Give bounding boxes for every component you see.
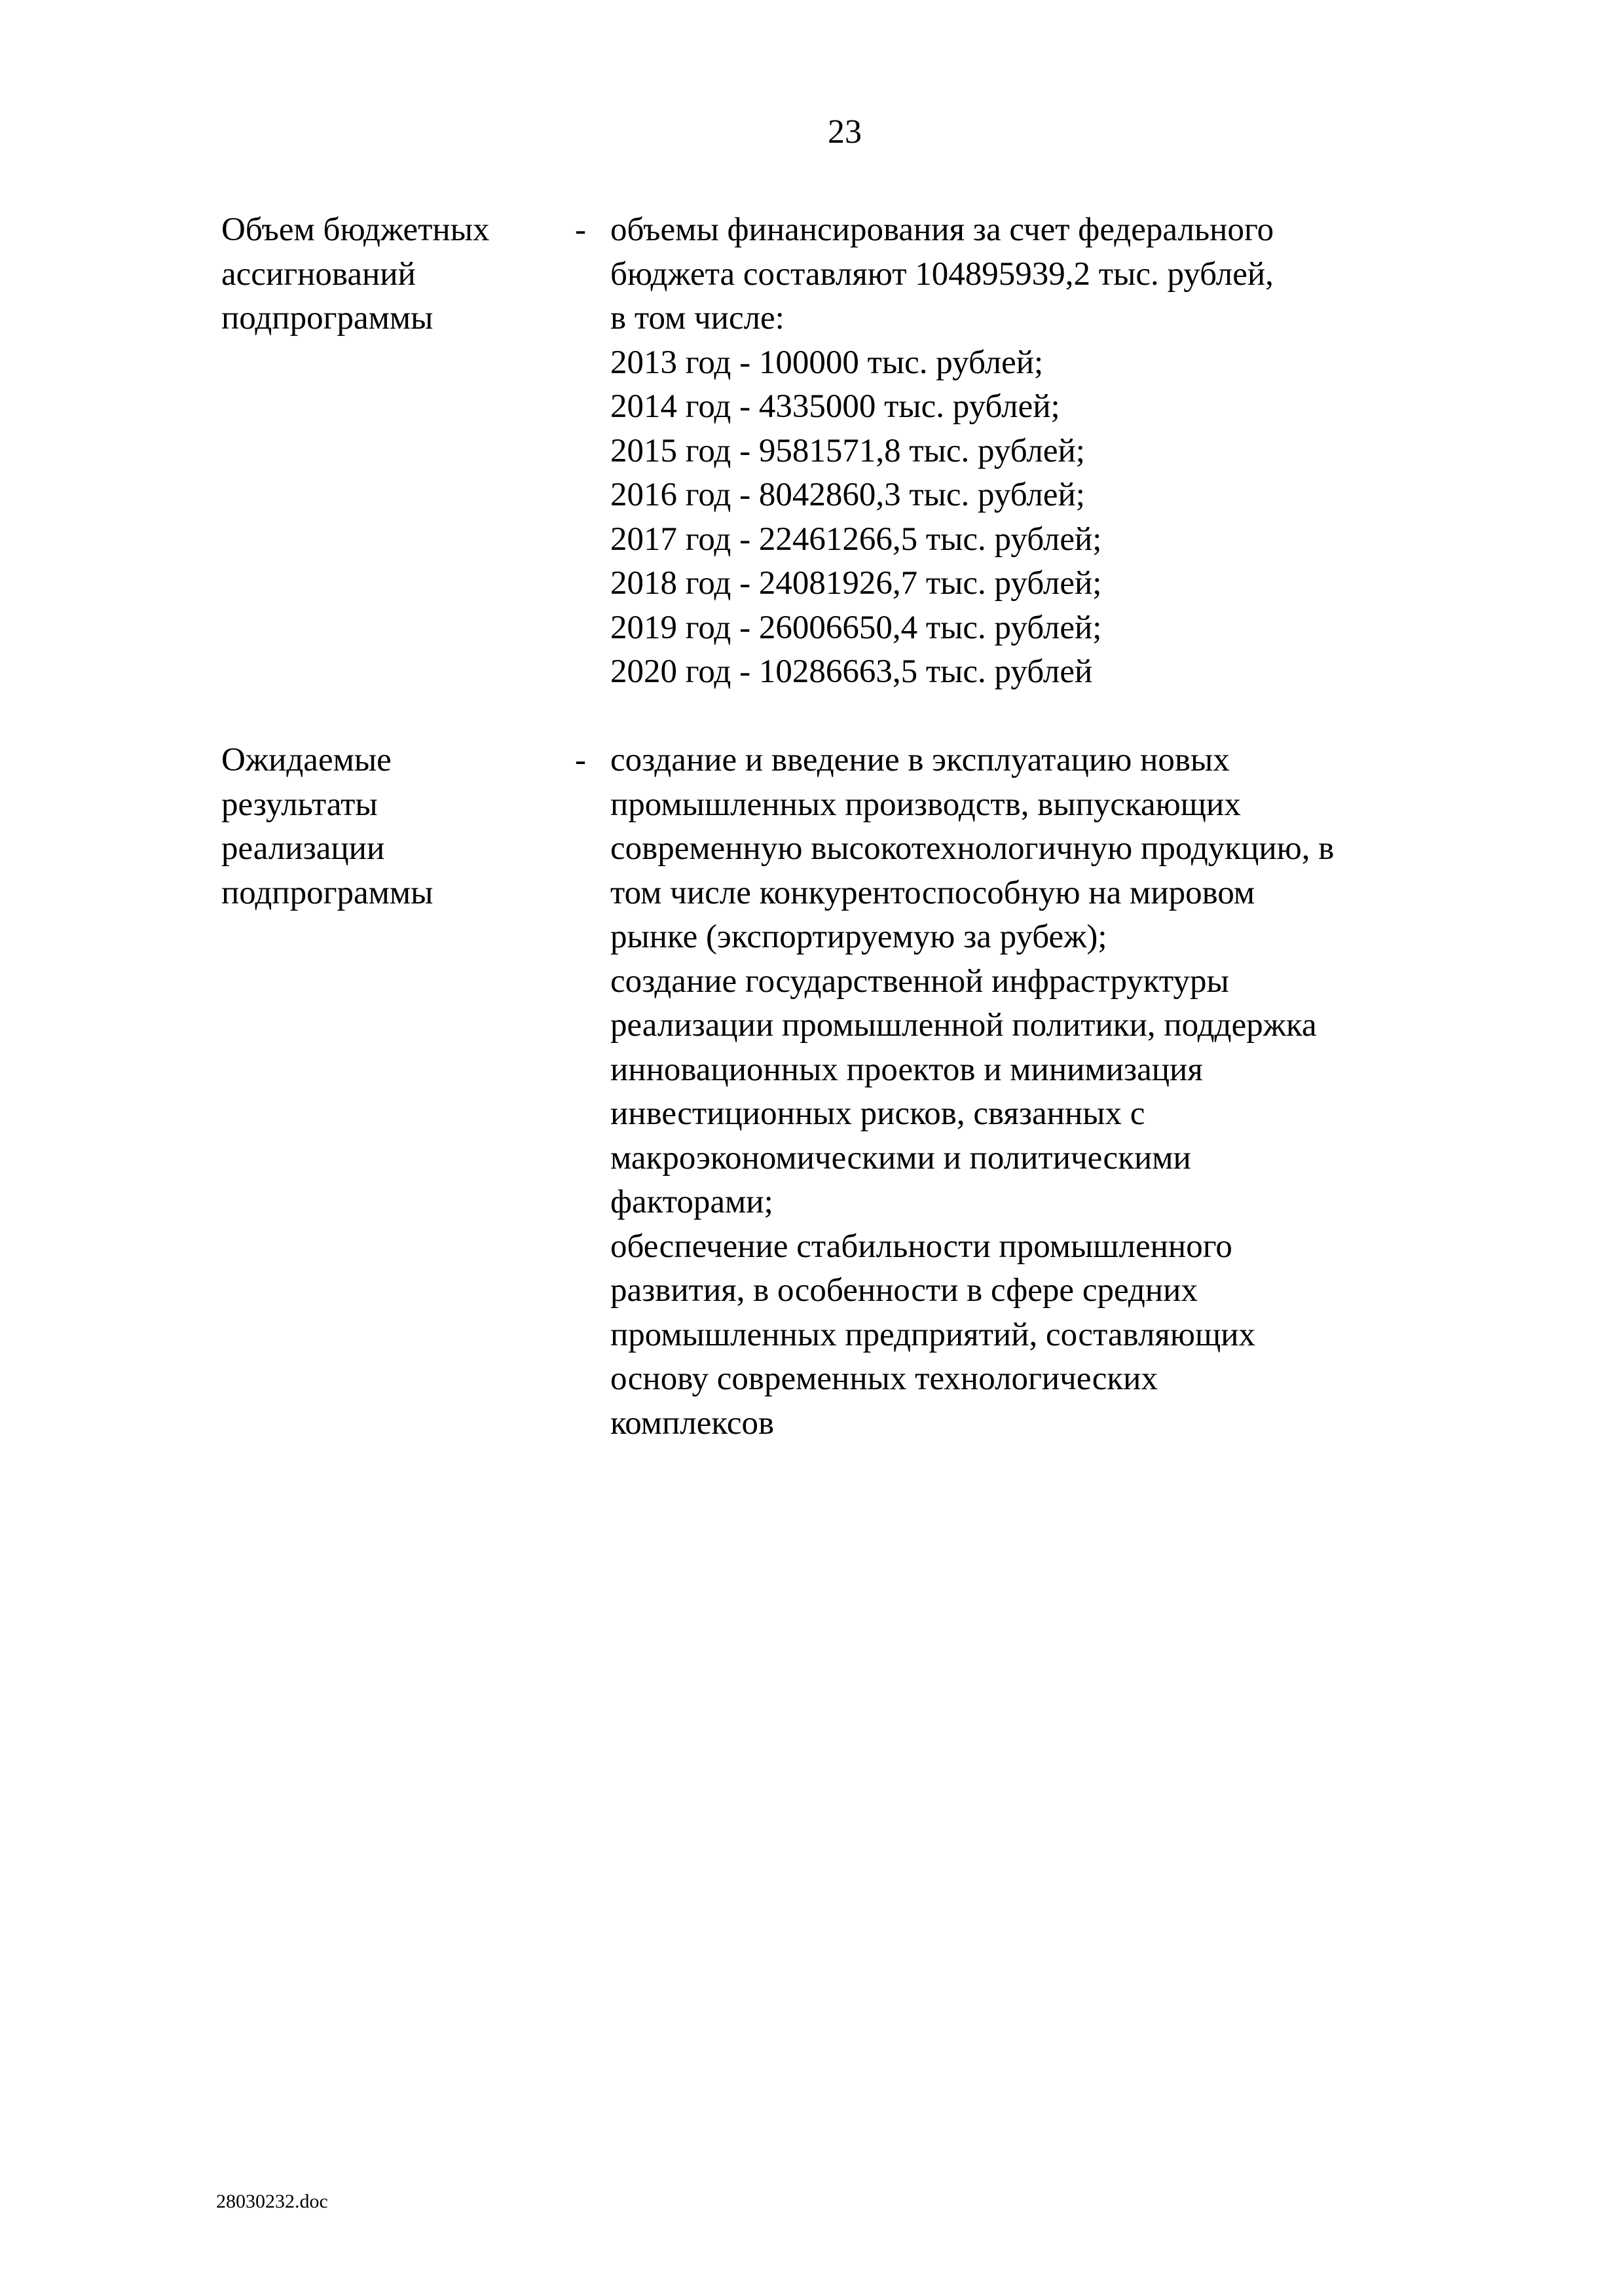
row-dash: - (575, 742, 586, 778)
value-line: макроэкономическими и политическими (610, 1139, 1191, 1176)
funding-year-line: 2015 год - 9581571,8 тыс. рублей; (610, 432, 1085, 469)
funding-year-line: 2020 год - 10286663,5 тыс. рублей (610, 653, 1093, 690)
row-label-line: Ожидаемые (221, 742, 392, 778)
value-line: обеспечение стабильности промышленного (610, 1228, 1232, 1265)
funding-year-line: 2018 год - 24081926,7 тыс. рублей; (610, 565, 1102, 602)
page-number: 23 (828, 113, 862, 151)
value-line: развития, в особенности в сфере средних (610, 1272, 1198, 1309)
row-label-line: Объем бюджетных (221, 211, 490, 248)
value-line: реализации промышленной политики, поддержка (610, 1007, 1317, 1044)
value-line: инвестиционных рисков, связанных с (610, 1095, 1145, 1132)
value-line: рынке (экспортируемую за рубеж); (610, 919, 1107, 955)
row-label-line: реализации (221, 830, 385, 867)
value-line: бюджета составляют 104895939,2 тыс. рублей, (610, 255, 1274, 293)
value-line: инновационных проектов и минимизация (610, 1051, 1203, 1088)
value-line: комплексов (610, 1404, 775, 1442)
value-line: промышленных предприятий, составляющих (610, 1316, 1256, 1353)
row-label-line: результаты (221, 786, 378, 823)
value-line: основу современных технологических (610, 1360, 1158, 1397)
row-value (610, 208, 1475, 695)
value-line: том числе конкурентоспособную на мировом (610, 874, 1255, 911)
funding-year-line: 2013 год - 100000 тыс. рублей; (610, 344, 1044, 381)
row-label (221, 738, 562, 915)
row-dash: - (575, 211, 586, 248)
value-line: промышленных производств, выпускающих (610, 786, 1241, 823)
value-line: создание и введение в эксплуатацию новых (610, 742, 1230, 778)
footer-filename: 28030232.doc (216, 2191, 328, 2212)
funding-year-line: 2014 год - 4335000 тыс. рублей; (610, 388, 1060, 425)
row-value (610, 738, 1475, 1446)
value-line: создание государственной инфраструктуры (610, 962, 1229, 1000)
row-label-line: подпрограммы (221, 874, 434, 911)
value-line: современную высокотехнологичную продукцию, в (610, 830, 1335, 867)
row-label-line: ассигнований (221, 255, 416, 293)
funding-year-line: 2017 год - 22461266,5 тыс. рублей; (610, 520, 1102, 558)
row-label-line: подпрограммы (221, 300, 434, 337)
value-line: в том числе: (610, 300, 784, 337)
funding-year-line: 2019 год - 26006650,4 тыс. рублей; (610, 609, 1102, 646)
value-line: объемы финансирования за счет федерального (610, 211, 1274, 248)
funding-year-line: 2016 год - 8042860,3 тыс. рублей; (610, 477, 1085, 513)
row-label (221, 208, 562, 341)
value-line: факторами; (610, 1184, 773, 1220)
